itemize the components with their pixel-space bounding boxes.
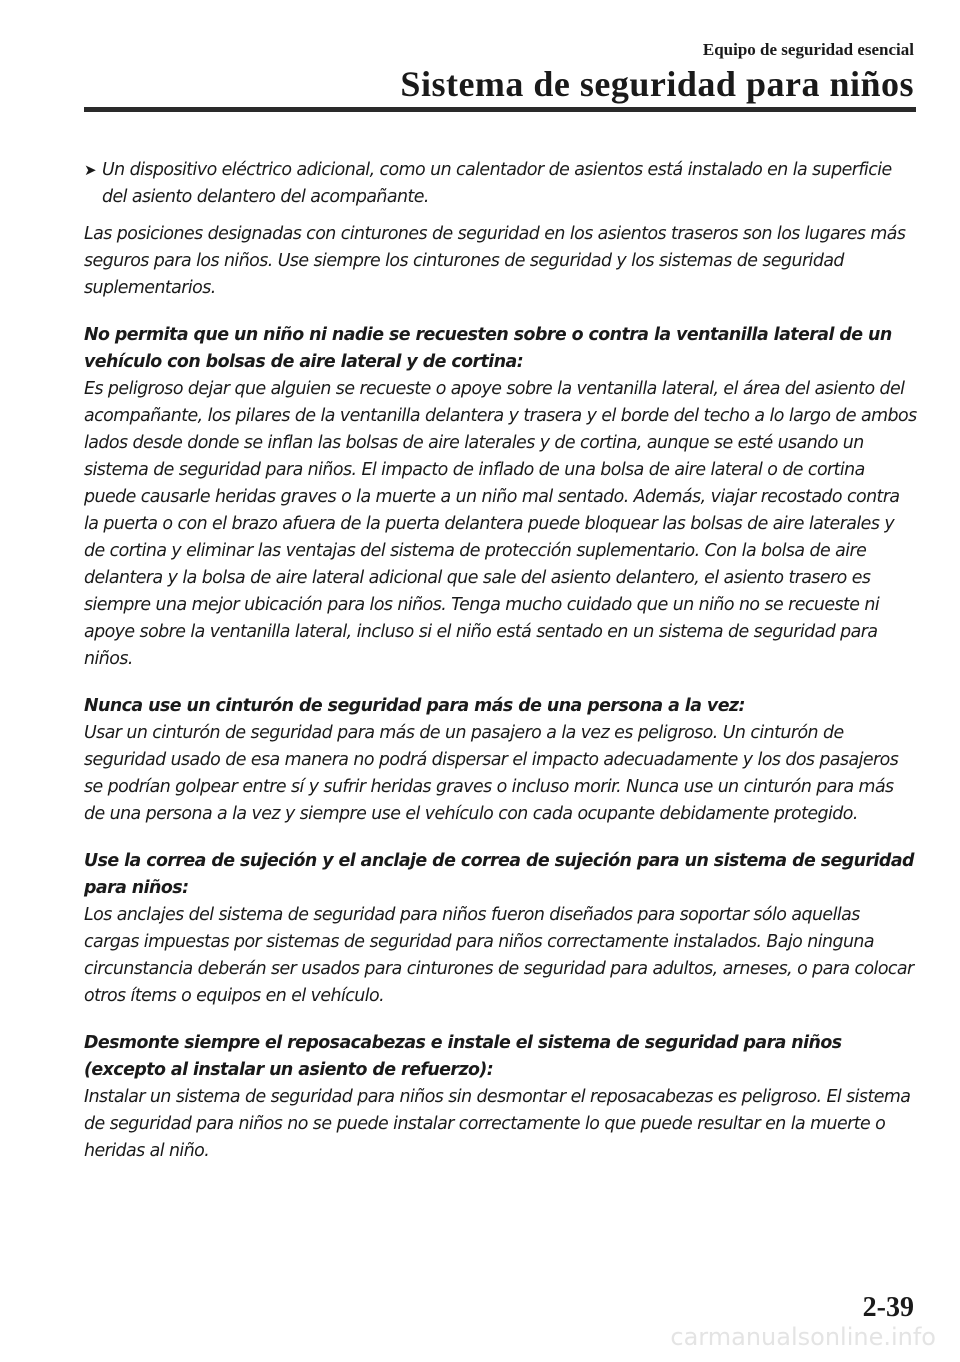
intro-paragraph: Las posiciones designadas con cinturones de seguridad en los asientos traseros son los lugares más seguros para los niños. Use siempre los cinturones de seguridad y los sistemas de seguridad suplementarios. xyxy=(84,224,906,298)
warning-section-side-window xyxy=(84,322,918,673)
bullet-text: Un dispositivo eléctrico adicional, como un calentador de asientos está instalado en la superficie del asiento delantero del acompañante. xyxy=(102,160,892,207)
section-heading: Desmonte siempre el reposacabezas e instale el sistema de seguridad para niños (excepto al instalar un asiento de refuerzo): xyxy=(84,1033,842,1080)
bullet-item xyxy=(84,157,918,211)
section-body: Es peligroso dejar que alguien se recueste o apoye sobre la ventanilla lateral, el área del asiento del acompañante, los pilares de la ventanilla delantera y trasera y el borde del techo a lo largo de ambos lados desde donde se inflan las bolsas de aire laterales y de cortina, aunque se esté usando un sistema de seguridad para niños. El impacto de inflado de una bolsa de aire lateral o de cortina puede causarle heridas graves o la muerte a un niño mal sentado. Además, viajar recostado contra la puerta o con el brazo afuera de la puerta delantera puede bloquear las bolsas de aire laterales y de cortina y eliminar las ventajas del sistema de protección suplementario. Con la bolsa de aire delantera y la bolsa de aire lateral adicional que sale del asiento delantero, el asiento trasero es siempre una mejor ubicación para los niños. Tenga mucho cuidado que un niño no se recueste ni apoye sobre la ventanilla lateral, incluso si el niño está sentado en un sistema de seguridad para niños. xyxy=(84,379,917,669)
page-number: 2-39 xyxy=(862,1292,914,1323)
page-content xyxy=(84,157,918,1185)
warning-section-headrest xyxy=(84,1030,918,1165)
section-heading: Nunca use un cinturón de seguridad para más de una persona a la vez: xyxy=(84,696,745,716)
section-body: Instalar un sistema de seguridad para niños sin desmontar el reposacabezas es peligroso. El sistema de seguridad para niños no se puede instalar correctamente lo que puede resultar en la muerte o heridas al niño. xyxy=(84,1087,911,1161)
section-heading: No permita que un niño ni nadie se recuesten sobre o contra la ventanilla lateral de un vehículo con bolsas de aire lateral y de cortina: xyxy=(84,325,892,372)
section-body: Usar un cinturón de seguridad para más de un pasajero a la vez es peligroso. Un cinturón de seguridad usado de esa manera no podrá dispersar el impacto adecuadamente y los dos pasajeros se podrían golpear entre sí y sufrir heridas graves o incluso morir. Nunca use un cinturón para más de una persona a la vez y siempre use el vehículo con cada ocupante debidamente protegido. xyxy=(84,723,899,824)
section-body: Los anclajes del sistema de seguridad para niños fueron diseñados para soportar sólo aquellas cargas impuestas por sistemas de seguridad para niños correctamente instalados. Bajo ninguna circunstancia deberán ser usados para cinturones de seguridad para adultos, arneses, o para colocar otros ítems o equipos en el vehículo. xyxy=(84,905,914,1006)
page-header xyxy=(400,40,914,104)
arrow-bullet-icon: ➤ xyxy=(84,161,97,179)
header-rule xyxy=(84,107,916,112)
warning-section-one-belt xyxy=(84,693,918,828)
section-heading: Use la correa de sujeción y el anclaje de correa de sujeción para un sistema de seguridad para niños: xyxy=(84,851,914,898)
warning-section-tether xyxy=(84,848,918,1010)
section-label: Equipo de seguridad esencial xyxy=(702,40,914,59)
page-title: Sistema de seguridad para niños xyxy=(400,64,914,104)
watermark: carmanualsonline.info xyxy=(670,1323,936,1351)
